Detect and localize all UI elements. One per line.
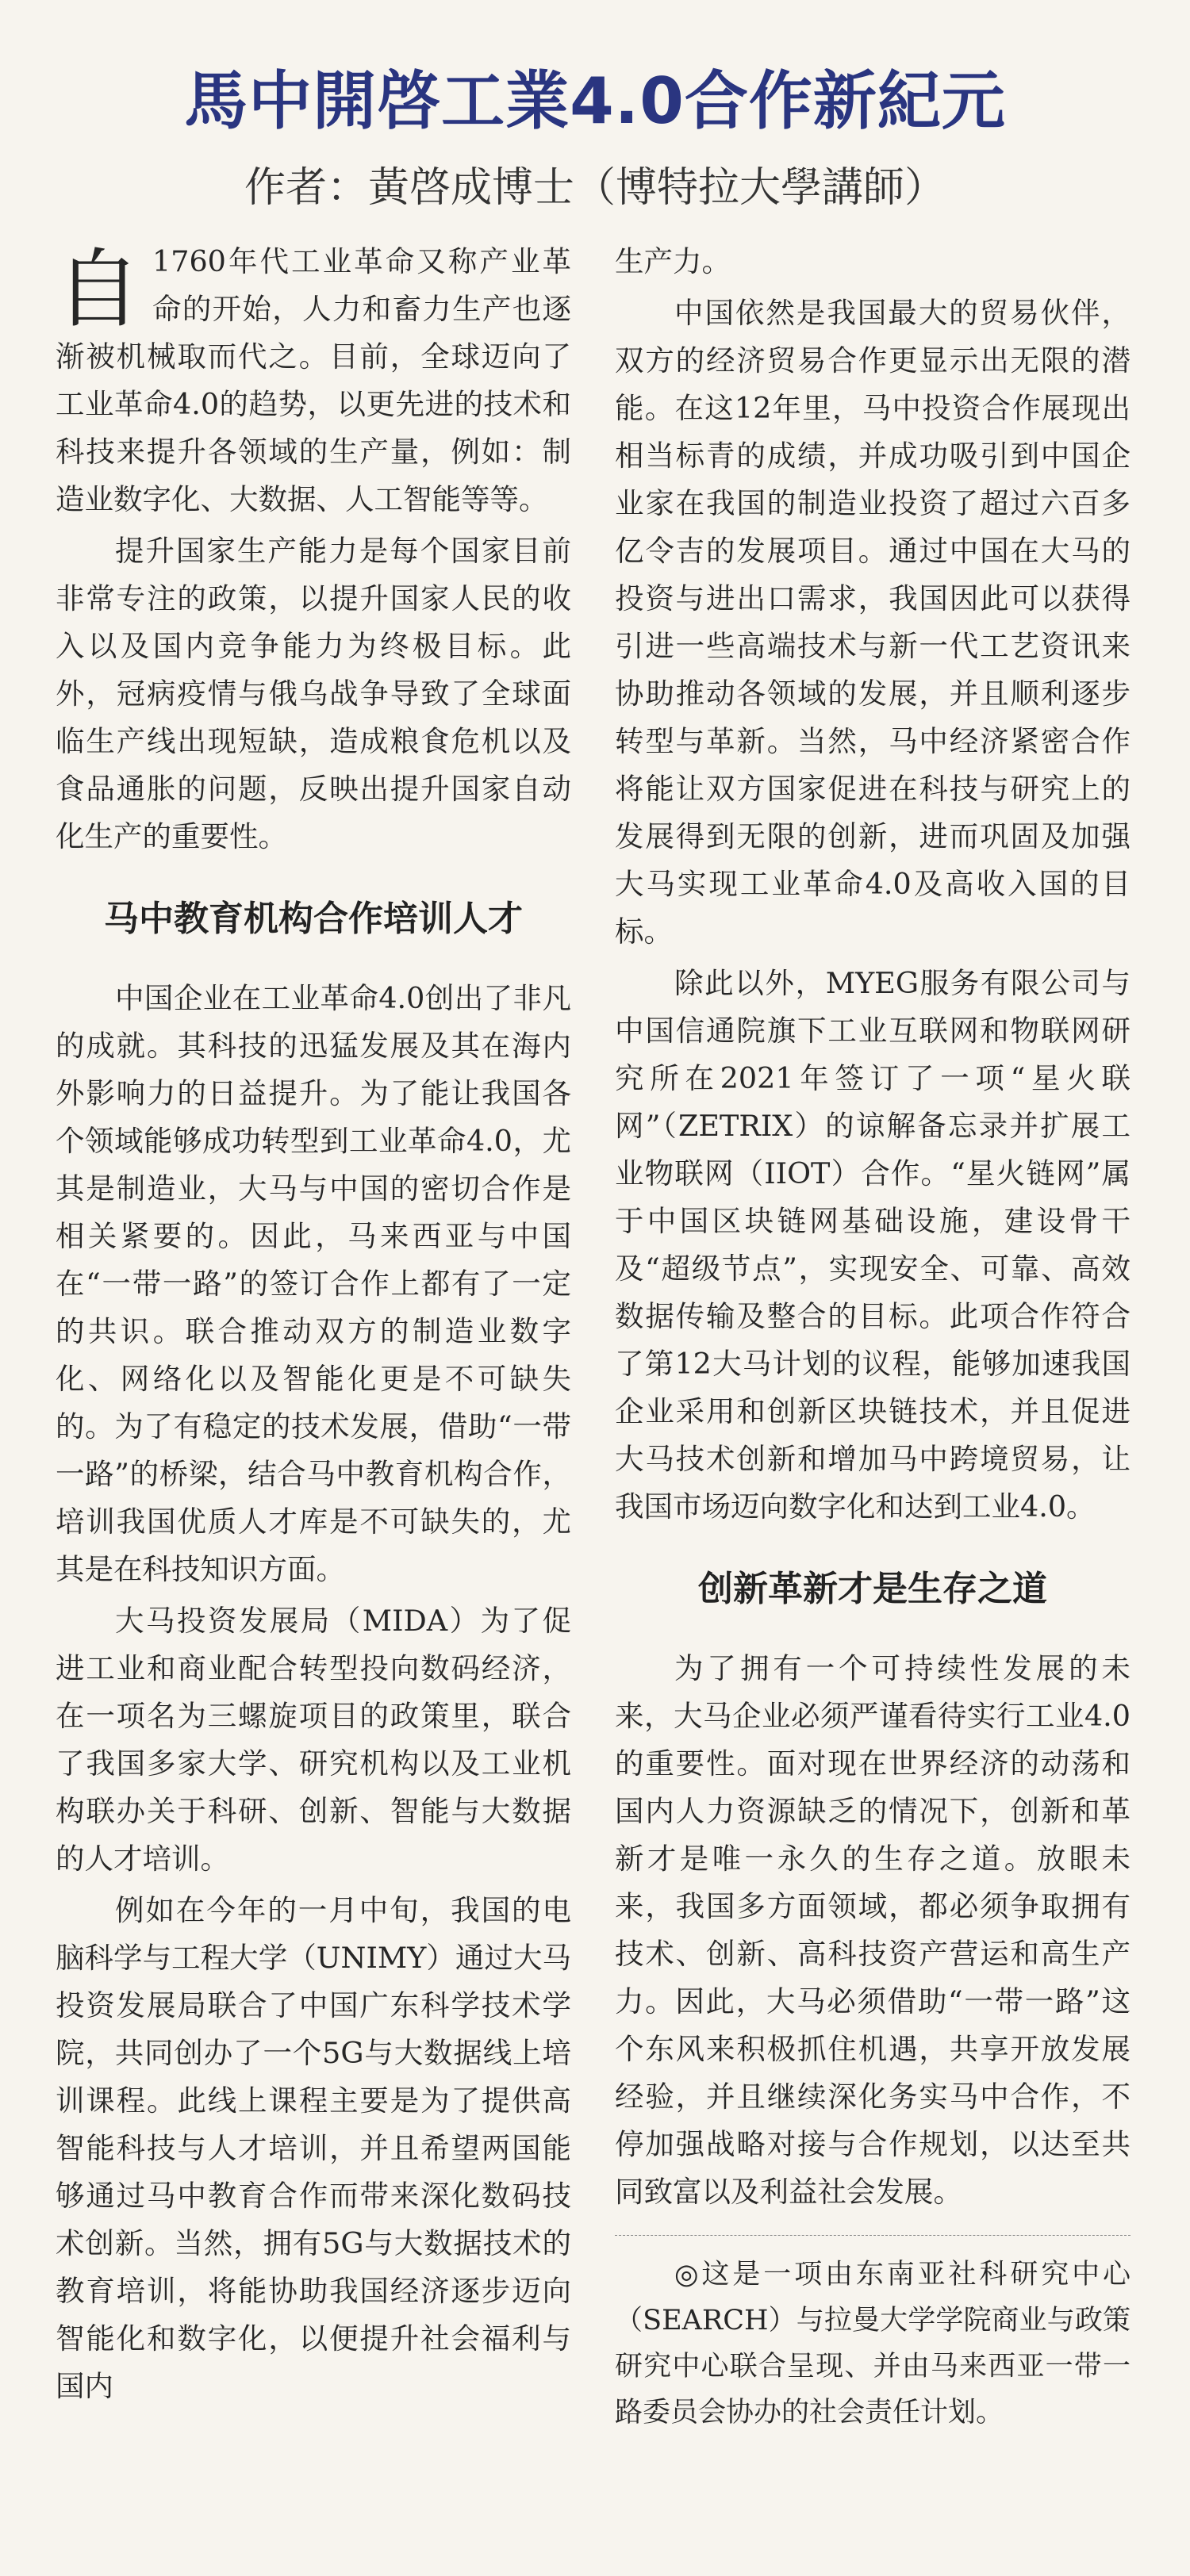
- byline: 作者：黃啓成博士（博特拉大學講師）: [244, 164, 946, 212]
- divider: [615, 2235, 1130, 2236]
- paragraph-intro-text: 1760年代工业革命又称产业革命的开始，人力和畜力生产也逐渐被机械取而代之。目前，全球迈向了工业革命4.0的趋势，以更先进的技术和科技来提升各领域的生产量，例如：制造业数字化、大数据、人工智能等等。: [56, 244, 571, 516]
- section-heading: 创新革新才是生存之道: [698, 1569, 1047, 1609]
- left-column: [56, 238, 571, 2414]
- footnote: ◎这是一项由东南亚社科研究中心（SEARCH）与拉曼大学学院商业与政策研究中心联合呈现、并由马来西亚一带一路委员会协办的社会责任计划。: [615, 2259, 1130, 2428]
- section-heading: 马中教育机构合作培训人才: [104, 899, 523, 939]
- paragraph: 除此以外，MYEG服务有限公司与中国信通院旗下工业互联网和物联网研究所在2021年签订了一项“星火联网”（ZETRIX）的谅解备忘录并扩展工业物联网（IIOT）合作。“星火链网”属于中国区块链网基础设施，建设骨干及“超级节点”，实现安全、可靠、高效数据传输及整合的目标。此项合作符合了第12大马计划的议程，能够加速我国企业采用和创新区块链技术，并且促进大马技术创新和增加马中跨境贸易，让我国市场迈向数字化和达到工业4.0。: [615, 966, 1130, 1524]
- paragraph: 提升国家生产能力是每个国家目前非常专注的政策，以提升国家人民的收入以及国内竞争能力为终极目标。此外，冠病疫情与俄乌战争导致了全球面临生产线出现短缺，造成粮食危机以及食品通胀的问题，反映出提升国家自动化生产的重要性。: [56, 534, 571, 853]
- right-column: [615, 238, 1130, 2440]
- paragraph: 例如在今年的一月中旬，我国的电脑科学与工程大学（UNIMY）通过大马投资发展局联合了中国广东科学技术学院，共同创办了一个5G与大数据线上培训课程。此线上课程主要是为了提供高智能科技与人才培训，并且希望两国能够通过马中教育合作而带来深化数码技术创新。当然，拥有5G与大数据技术的教育培训，将能协助我国经济逐步迈向智能化和数字化，以便提升社会福利与国内: [56, 1893, 571, 2403]
- paragraph: 中国依然是我国最大的贸易伙伴，双方的经济贸易合作更显示出无限的潜能。在这12年里，马中投资合作展现出相当标青的成绩，并成功吸引到中国企业家在我国的制造业投资了超过六百多亿令吉的发展项目。通过中国在大马的投资与进出口需求，我国因此可以获得引进一些高端技术与新一代工艺资讯来协助推动各领域的发展，并且顺利逐步转型与革新。当然，马中经济紧密合作将能让双方国家促进在科技与研究上的发展得到无限的创新，进而巩固及加强大马实现工业革命4.0及高收入国的目标。: [615, 296, 1130, 949]
- paragraph: 中国企业在工业革命4.0创出了非凡的成就。其科技的迅猛发展及其在海内外影响力的日益提升。为了能让我国各个领域能够成功转型到工业革命4.0，尤其是制造业，大马与中国的密切合作是相关紧要的。因此，马来西亚与中国在“一带一路”的签订合作上都有了一定的共识。联合推动双方的制造业数字化、网络化以及智能化更是不可缺失的。为了有稳定的技术发展，借助“一带一路”的桥梁，结合马中教育机构合作，培训我国优质人才库是不可缺失的，尤其是在科技知识方面。: [56, 981, 571, 1586]
- paragraph-intro: [56, 238, 571, 523]
- paragraph-continued: 生产力。: [615, 244, 731, 278]
- drop-cap: 自: [56, 240, 142, 339]
- paragraph: 大马投资发展局（MIDA）为了促进工业和商业配合转型投向数码经济，在一项名为三螺旋项目的政策里，联合了我国多家大学、研究机构以及工业机构联办关于科研、创新、智能与大数据的人才培训。: [56, 1604, 571, 1876]
- headline: 馬中開啓工業4.0合作新紀元: [184, 64, 1006, 138]
- paragraph: 为了拥有一个可持续性发展的未来，大马企业必须严谨看待实行工业4.0的重要性。面对现在世界经济的动荡和国内人力资源缺乏的情况下，创新和革新才是唯一永久的生存之道。放眼未来，我国多方面领域，都必须争取拥有技术、创新、高科技资产营运和高生产力。因此，大马必须借助“一带一路”这个东风来积极抓住机遇，共享开放发展经验，并且继续深化务实马中合作，不停加强战略对接与合作规划，以达至共同致富以及利益社会发展。: [615, 1651, 1130, 2209]
